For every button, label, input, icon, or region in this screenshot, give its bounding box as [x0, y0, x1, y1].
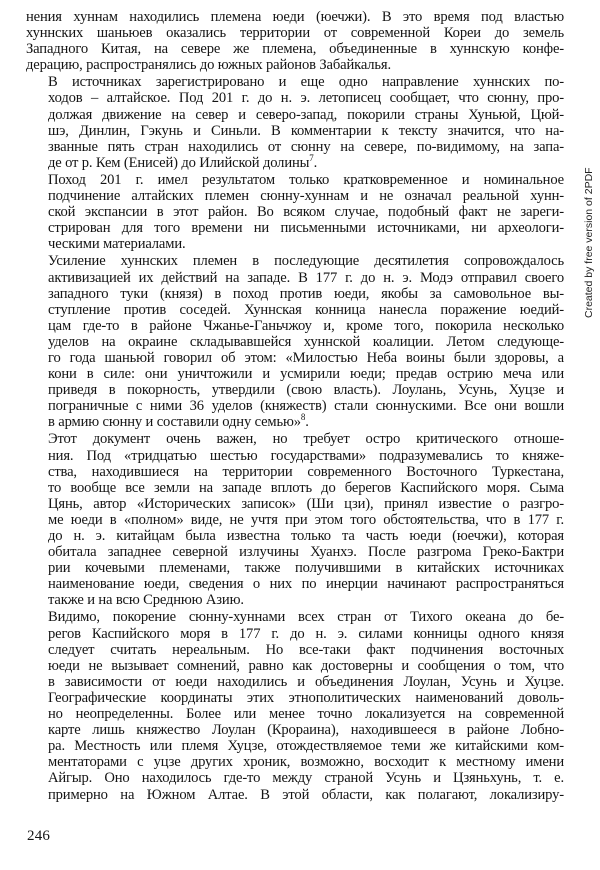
text-segment: . — [313, 154, 318, 171]
paragraph-6 — [26, 609, 564, 802]
text-line: в зависимости от юеди находились и объединения Лоулан, Усунь и Хуцзе. — [48, 673, 564, 690]
paragraph-5 — [26, 431, 564, 608]
text-line: нения хуннам находились племена юеди (юечжи). В это время под властью — [26, 9, 564, 25]
footnote-marker: 7 — [309, 152, 314, 163]
document-page — [26, 9, 564, 803]
text-line-with-footnote — [26, 152, 564, 171]
text-line: Западного Китая, на севере же племена, объединенные в хуннскую конфе- — [26, 41, 564, 58]
text-line: то вообще все земли на западе вплоть до берегов Каспийского моря. Сыма — [48, 479, 564, 496]
paragraph-1 — [26, 9, 564, 73]
text-line: стрирован для того времени ни письменными источниками, ни археологи- — [48, 220, 564, 237]
text-line: ментаторами с уцзе других хроник, возможно, восходит к местному имени — [48, 754, 564, 771]
text-line: Айгыр. Оно находилось где-то между страной Усунь и Цзяньхунь, т. е. — [48, 770, 564, 787]
watermark-text: Created by free version of 2PDF — [583, 167, 595, 318]
text-line: шэ, Динлин, Гэкунь и Синьли. В комментарии к тексту значится, что на- — [48, 122, 564, 139]
footnote-marker: 8 — [300, 412, 306, 423]
text-line: В источниках зарегистрировано и еще одно направление хуннских по- — [48, 74, 564, 91]
paragraph-3 — [26, 172, 564, 252]
watermark — [583, 167, 597, 318]
text-line: западного туки (князя) в поход против юеди, якобы за самовольное вы- — [48, 285, 564, 302]
text-line: Усиление хуннских племен в последующие десятилетия сопровождалось — [48, 253, 564, 270]
text-line: должая движение на север и северо-запад, покорили страны Хуньюй, Цюй- — [48, 106, 564, 123]
text-line: обитала западнее северной излучины Хуанхэ. После разгрома Греко-Бактри — [48, 544, 564, 561]
text-line: но неопределенны. Более или менее точно локализуется на современной — [48, 706, 564, 723]
text-line: уделов на окраине складывавшейся хуннской коалиции. Летом следующе- — [48, 333, 564, 350]
text-line: го года шаньюй говорил об этом: «Милостью Неба воины были здоровы, а — [48, 349, 564, 366]
text-line: Этот документ очень важен, но требует остро критического отноше- — [48, 431, 564, 448]
text-line: ме юеди в «полном» виде, не учтя при этом того обстоятельства, что в 177 г. — [48, 511, 564, 528]
text-line: приведя в покорность, утвердили (свою власть). Лоулань, Усунь, Хуцзе и — [48, 382, 564, 399]
text-line: хуннских шаньюев оказались территории от современной Кореи до земель — [26, 25, 564, 42]
text-line: ступление против соседей. Хуннская конница нанесла поражение юедий- — [48, 301, 564, 318]
text-line: юеди не вызывает сомнений, равно как достоверны и сообщения о том, что — [48, 657, 564, 674]
text-line: дерацию, распространялись до южных районов Забайкалья. — [26, 57, 391, 74]
text-line: ра. Местность или племя Хуцзе, отождествляемое теми же китайскими ком- — [48, 738, 564, 755]
text-line: Видимо, покорение сюнну-хуннами всех стран от Тихого океана до бе- — [48, 609, 564, 626]
paragraph-4 — [26, 253, 564, 430]
text-line: ходов – алтайское. Под 201 г. до н. э. летописец сообщает, что сюнну, про- — [48, 90, 564, 107]
text-line: Цянь, автор «Исторических записок» (Ши цзи), принял известие о разгро- — [48, 495, 564, 512]
text-line: ской экспансии в этот район. Во всяком случае, подобный факт не зареги- — [48, 204, 564, 221]
text-line: ства, находившиеся на территории современного Восточного Туркестана, — [48, 463, 564, 480]
text-line: званные пять стран находились от сюнну на севере, по-видимому, на запа- — [48, 138, 564, 155]
text-line: ческими материалами. — [48, 236, 186, 253]
text-line: цам где-то в районе Чжанье-Ганьчжоу и, кроме того, покорила несколько — [48, 317, 564, 334]
text-line: рии кочевыми племенами, также получившими в китайских источниках — [48, 560, 564, 577]
text-segment: де от р. Кем (Енисей) до Илийской долины — [48, 154, 310, 171]
text-line: пограничные с ними 36 уделов (княжеств) стали сюннускими. Все они вошли — [48, 398, 564, 415]
text-line: Географические координаты этих этнополитических наименований доволь- — [48, 689, 564, 706]
text-line: также и на всю Среднюю Азию. — [48, 592, 244, 609]
text-line: наименование юеди, сведения о них по инерции начинают распространяться — [48, 576, 564, 593]
text-line: регов Каспийского моря в 177 г. до н. э. силами конницы одного князя — [48, 625, 564, 642]
text-line: Поход 201 г. имел результатом только кратковременное и номинальное — [48, 171, 564, 188]
text-line: примерно на Южном Алтае. В этой области, как полагают, локализиру- — [48, 786, 564, 803]
text-segment: в армию сюнну и составили одну семью» — [48, 414, 301, 431]
text-line: ния. Под «тридцатью шестью государствами» подразумевались то княже- — [48, 447, 564, 464]
text-line: кони в силе: они уничтожили и усмирили юеди; предав острию меча или — [48, 366, 564, 383]
text-line: подчинение алтайских племен сюнну-хуннам и не означал реальной хунн- — [48, 188, 564, 205]
text-line: активизацией их действий на западе. В 177 г. до н. э. Модэ отправил своего — [48, 269, 564, 286]
text-line: до н. э. китайцам была известна только та часть юеди (юечжи), которая — [48, 528, 564, 544]
text-line-with-footnote — [26, 414, 564, 430]
page-number: 246 — [27, 828, 51, 844]
text-segment: . — [305, 414, 309, 431]
text-line: следует считать нереальным. Но все-таки факт подчинения восточных — [48, 641, 564, 658]
paragraph-2 — [26, 74, 564, 171]
text-line: карте лишь княжество Лоулан (Крораина), находившееся в районе Лобно- — [48, 722, 564, 739]
